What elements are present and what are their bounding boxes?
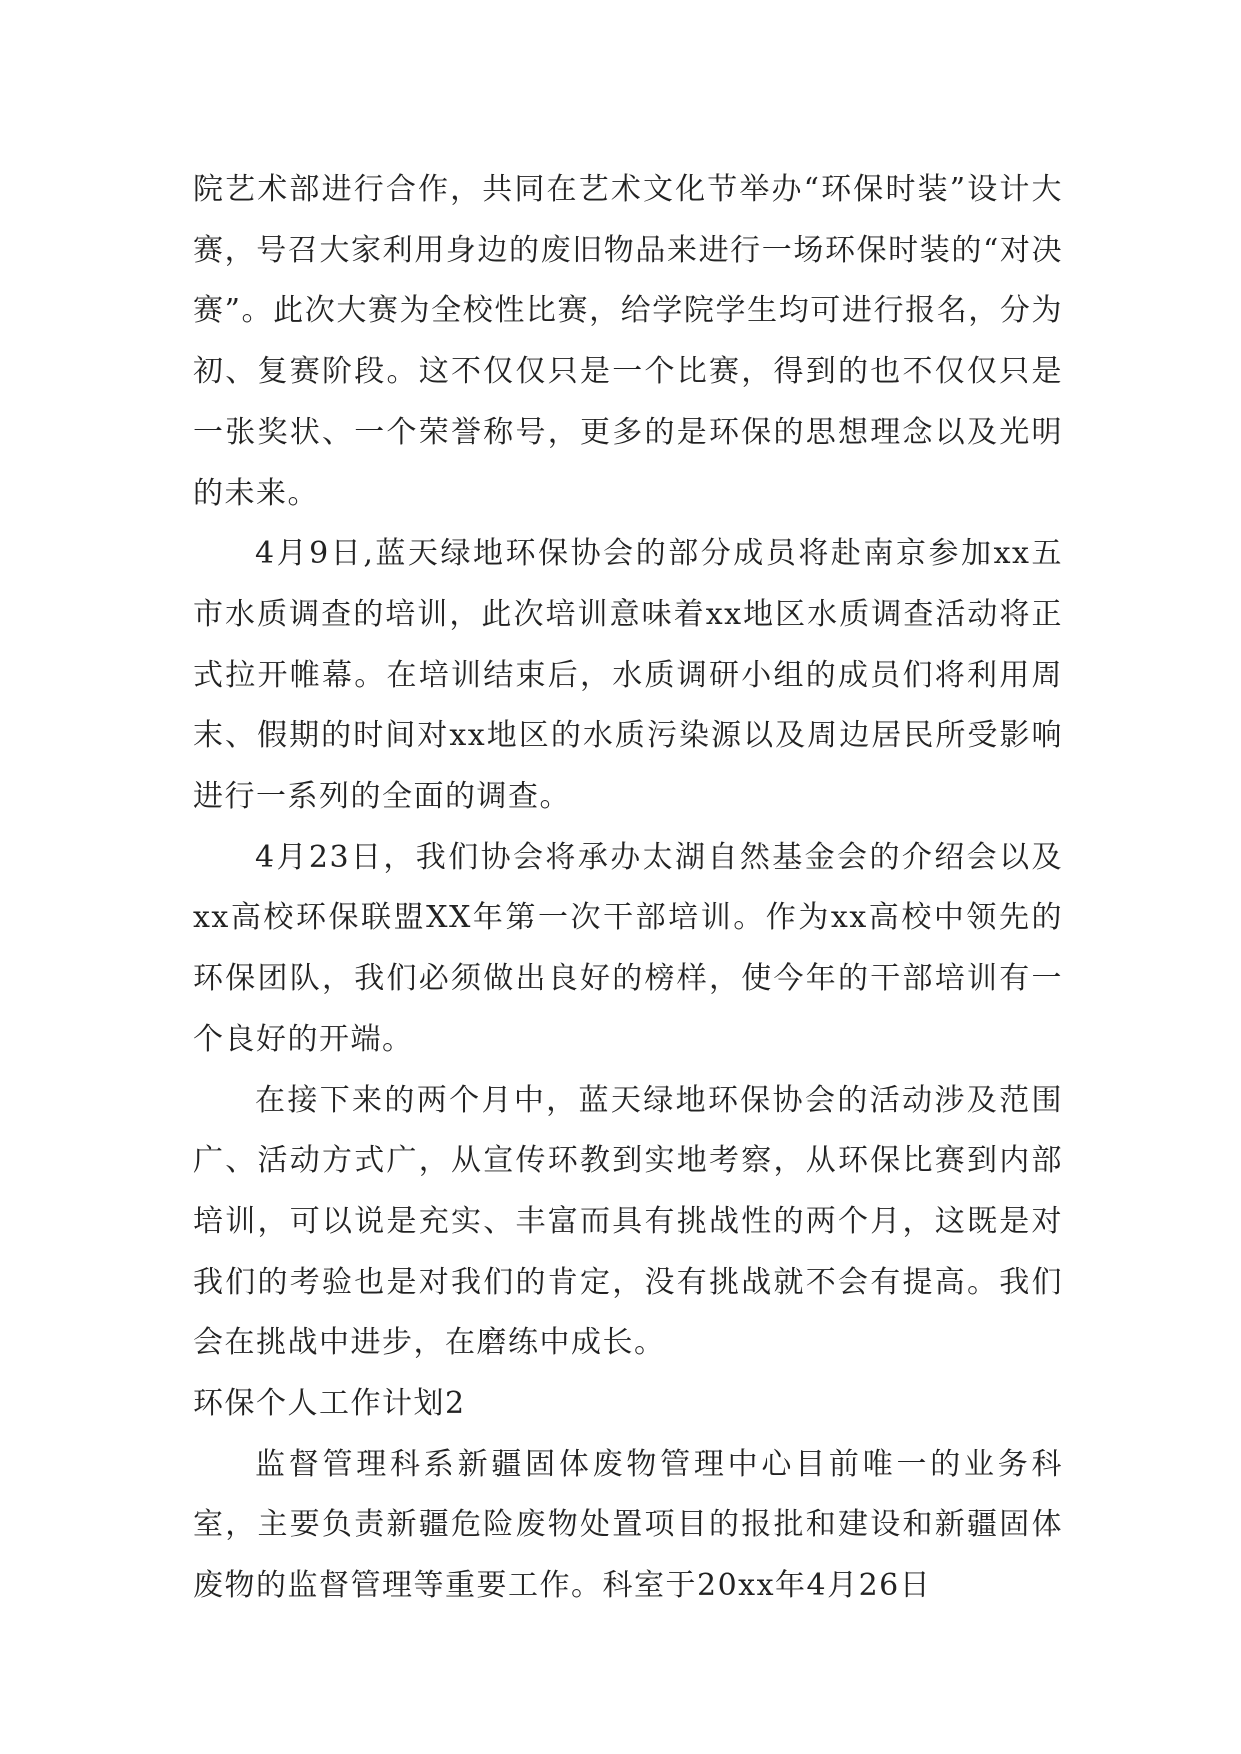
paragraph-introduction-meeting: 4月23日，我们协会将承办太湖自然基金会的介绍会以及xx高校环保联盟XX年第一次干部培训。作为xx高校中领先的环保团队，我们必须做出良好的榜样，使今年的干部培训有一个良好的开端。 — [193, 839, 1063, 1057]
paragraph-summary: 在接下来的两个月中，蓝天绿地环保协会的活动涉及范围广、活动方式广，从宣传环教到实地考察，从环保比赛到内部培训，可以说是充实、丰富而具有挑战性的两个月，这既是对我们的考验也是对我们的肯定，没有挑战就不会有提高。我们会在挑战中进步，在磨练中成长。 — [193, 1082, 1063, 1361]
paragraph-supervision-department: 监督管理科系新疆固体废物管理中心目前唯一的业务科室，主要负责新疆危险废物处置项目的报批和建设和新疆固体废物的监督管理等重要工作。科室于20xx年4月26日 — [193, 1446, 1063, 1604]
paragraph-arts-festival: 院艺术部进行合作，共同在艺术文化节举办“环保时装”设计大赛，号召大家利用身边的废旧物品来进行一场环保时装的“对决赛”。此次大赛为全校性比赛，给学院学生均可进行报名，分为初、复赛阶段。这不仅仅只是一个比赛，得到的也不仅仅只是一张奖状、一个荣誉称号，更多的是环保的思想理念以及光明的未来。 — [193, 172, 1063, 511]
paragraph-water-survey-training: 4月9日,蓝天绿地环保协会的部分成员将赴南京参加xx五市水质调查的培训，此次培训意味着xx地区水质调查活动将正式拉开帷幕。在培训结束后，水质调研小组的成员们将利用周末、假期的时间对xx地区的水质污染源以及周边居民所受影响进行一系列的全面的调查。 — [193, 536, 1063, 815]
document-body — [193, 160, 1063, 1617]
section-heading: 环保个人工作计划2 — [193, 1386, 466, 1422]
